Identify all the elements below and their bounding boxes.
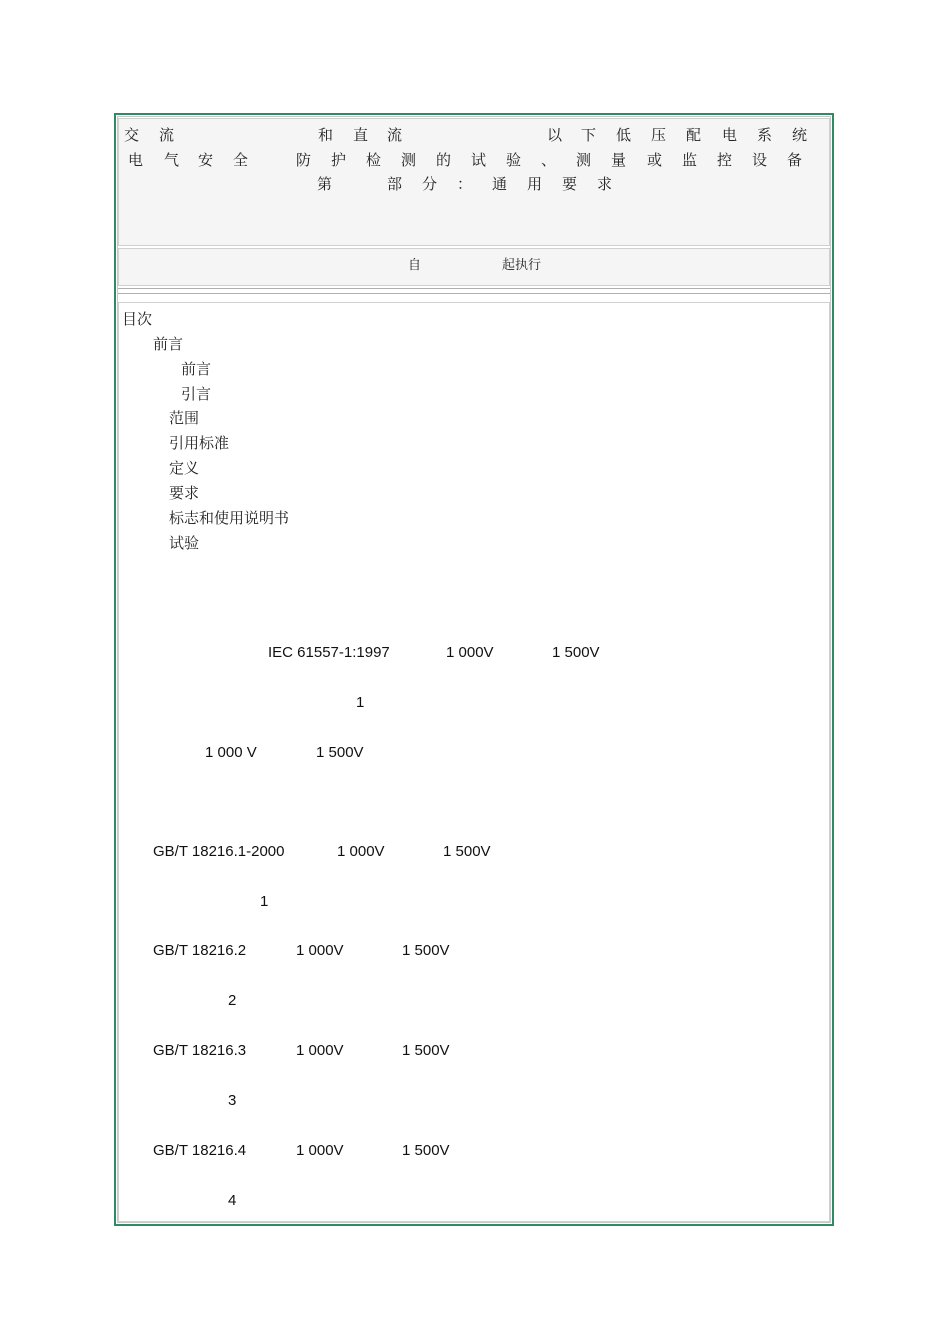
voltage-value: 1 000 V bbox=[205, 744, 257, 761]
title-char: 验 bbox=[506, 151, 522, 169]
title-char: 要 bbox=[562, 175, 578, 193]
standard-ref: IEC 61557-1:1997 bbox=[268, 644, 390, 661]
title-char: 压 bbox=[651, 126, 667, 144]
toc-item[interactable]: 前言 bbox=[181, 360, 212, 378]
title-char: 第 bbox=[317, 175, 333, 193]
title-char: 电 bbox=[128, 151, 144, 169]
part-number: 1 bbox=[356, 694, 365, 711]
title-char: 测 bbox=[576, 151, 592, 169]
title-char: 部 bbox=[387, 175, 403, 193]
title-char: 交 bbox=[124, 126, 140, 144]
title-char: 、 bbox=[541, 151, 557, 169]
title-char: 以 bbox=[547, 126, 563, 144]
title-char: 全 bbox=[233, 151, 249, 169]
title-char: 测 bbox=[401, 151, 417, 169]
toc-heading: 目次 bbox=[122, 310, 153, 328]
title-char: 的 bbox=[436, 151, 452, 169]
title-char: 配 bbox=[686, 126, 702, 144]
voltage-value: 1 500V bbox=[443, 843, 491, 860]
title-char: ： bbox=[457, 175, 473, 193]
title-char: 检 bbox=[366, 151, 382, 169]
toc-item[interactable]: 标志和使用说明书 bbox=[169, 509, 290, 527]
voltage-value: 1 000V bbox=[337, 843, 385, 860]
part-number: 3 bbox=[228, 1092, 237, 1109]
voltage-value: 1 000V bbox=[296, 1042, 344, 1059]
effective-date-box bbox=[118, 248, 830, 286]
toc-item[interactable]: 定义 bbox=[169, 459, 200, 477]
standard-ref: GB/T 18216.1-2000 bbox=[153, 843, 285, 860]
toc-item[interactable]: 范围 bbox=[169, 409, 200, 427]
standard-ref: GB/T 18216.4 bbox=[153, 1142, 247, 1159]
voltage-value: 1 000V bbox=[296, 1142, 344, 1159]
effective-label: 起执行 bbox=[502, 258, 542, 273]
voltage-value: 1 000V bbox=[296, 942, 344, 959]
title-char: 流 bbox=[159, 126, 175, 144]
title-char: 分 bbox=[422, 175, 438, 193]
voltage-value: 1 500V bbox=[552, 644, 600, 661]
title-char: 直 bbox=[353, 126, 369, 144]
divider bbox=[118, 293, 830, 294]
title-char: 控 bbox=[717, 151, 733, 169]
standard-ref: GB/T 18216.2 bbox=[153, 942, 247, 959]
standard-ref: GB/T 18216.3 bbox=[153, 1042, 247, 1059]
title-char: 求 bbox=[597, 175, 613, 193]
effective-from: 自 bbox=[408, 258, 422, 273]
toc-item[interactable]: 前言 bbox=[153, 335, 184, 353]
title-char: 监 bbox=[682, 151, 698, 169]
title-char: 安 bbox=[198, 151, 214, 169]
title-char: 低 bbox=[616, 126, 632, 144]
title-char: 防 bbox=[296, 151, 312, 169]
title-char: 设 bbox=[752, 151, 768, 169]
voltage-value: 1 500V bbox=[402, 942, 450, 959]
title-char: 气 bbox=[164, 151, 180, 169]
title-char: 统 bbox=[792, 126, 808, 144]
voltage-value: 1 500V bbox=[402, 1142, 450, 1159]
title-char: 量 bbox=[611, 151, 627, 169]
title-char: 试 bbox=[471, 151, 487, 169]
toc-item[interactable]: 引言 bbox=[181, 385, 212, 403]
title-char: 护 bbox=[331, 151, 347, 169]
title-char: 或 bbox=[647, 151, 663, 169]
title-char: 电 bbox=[722, 126, 738, 144]
toc-item[interactable]: 试验 bbox=[169, 534, 200, 552]
title-char: 流 bbox=[387, 126, 403, 144]
toc-item[interactable]: 要求 bbox=[169, 484, 200, 502]
title-char: 通 bbox=[492, 175, 508, 193]
toc-item[interactable]: 引用标准 bbox=[169, 434, 230, 452]
title-char: 下 bbox=[581, 126, 597, 144]
divider bbox=[118, 288, 830, 289]
part-number: 1 bbox=[260, 893, 269, 910]
part-number: 2 bbox=[228, 992, 237, 1009]
title-char: 备 bbox=[787, 151, 803, 169]
voltage-value: 1 000V bbox=[446, 644, 494, 661]
part-number: 4 bbox=[228, 1192, 237, 1209]
title-char: 用 bbox=[527, 175, 543, 193]
title-char: 和 bbox=[318, 126, 334, 144]
voltage-value: 1 500V bbox=[402, 1042, 450, 1059]
title-char: 系 bbox=[757, 126, 773, 144]
voltage-value: 1 500V bbox=[316, 744, 364, 761]
